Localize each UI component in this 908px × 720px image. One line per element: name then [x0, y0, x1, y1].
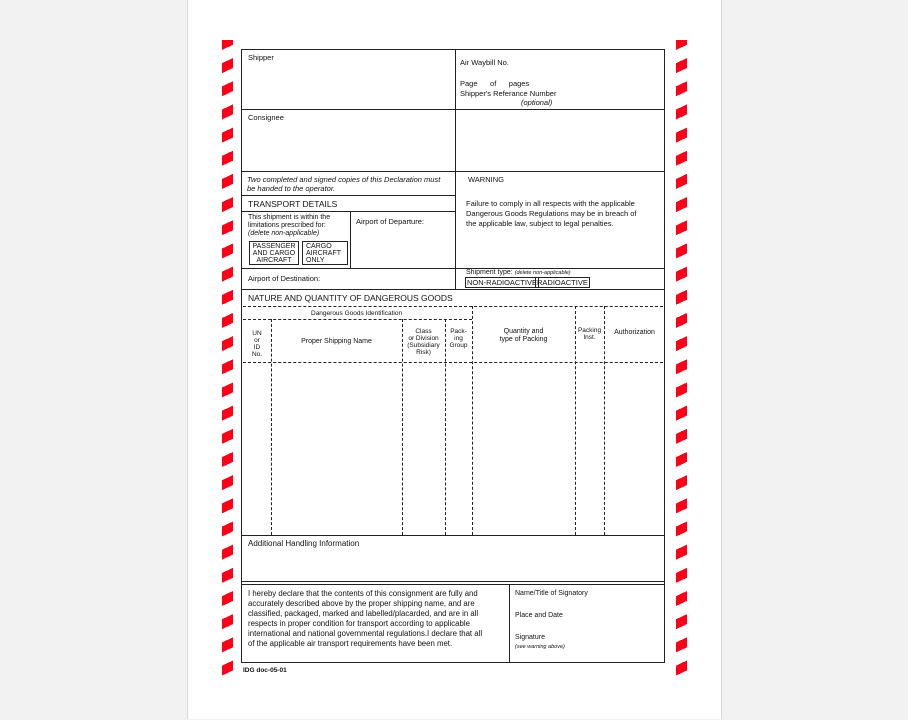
doc-id-footer: IDG doc-05-01	[243, 667, 287, 674]
col-line-3	[445, 319, 446, 535]
note-bottom-line	[241, 195, 455, 196]
cargo-line3: ONLY	[306, 257, 325, 264]
col-un-number	[245, 330, 269, 358]
col-un-line1: UN	[252, 330, 262, 337]
nature-title: NATURE AND QUANTITY OF DANGEROUS GOODS	[248, 293, 453, 303]
warning-line1: Failure to comply in all respects with the applicable	[466, 199, 635, 208]
passenger-line2: AND CARGO	[252, 250, 296, 257]
shipment-type-text: Shipment type:	[466, 269, 513, 276]
passenger-cargo-option[interactable]	[249, 241, 299, 265]
passenger-line3: AIRCRAFT	[256, 257, 292, 264]
name-title-signatory-label: Name/Title of Signatory	[515, 590, 588, 597]
radioactive-option[interactable]: RADIOACTIVE	[537, 278, 588, 287]
shipment-type-label	[466, 269, 571, 277]
col-class-division	[402, 328, 445, 356]
consignee-label: Consignee	[248, 113, 284, 122]
declaration-line2: accurately described above by the proper shipping name, and are	[248, 599, 475, 608]
declaration-line5: international and national governmental regulations.I declare that all	[248, 629, 483, 638]
upper-divider	[455, 49, 456, 289]
cargo-line2: AIRCRAFT	[306, 250, 341, 257]
departure-divider	[350, 211, 351, 268]
col-pi-line2: Inst.	[583, 334, 596, 341]
warning-line3: the applicable law, subject to legal penalties.	[466, 219, 614, 228]
col-proper-shipping-name: Proper Shipping Name	[301, 338, 372, 345]
airport-departure-label: Airport of Departure:	[356, 217, 424, 226]
declaration-top-line	[241, 581, 665, 582]
declaration-note-line2: be handed to the operator.	[247, 184, 336, 193]
declaration-line1: I hereby declare that the contents of this consignment are fully and	[248, 589, 478, 598]
declaration-top-line-2	[241, 584, 665, 585]
delete-non-applicable-note: (delete non-applicable)	[248, 230, 320, 237]
col-packing-inst	[575, 327, 604, 341]
non-radioactive-option[interactable]: NON-RADIOACTIVE	[467, 278, 538, 287]
passenger-line1: PASSENGER	[252, 243, 296, 250]
col-class-line1: Class	[415, 328, 432, 335]
shipper-label: Shipper	[248, 53, 274, 62]
declaration-form	[241, 49, 665, 663]
col-pg-line2: ing	[454, 335, 463, 342]
shipper-bottom-line	[241, 109, 665, 110]
col-class-line3: (Subsidiary	[407, 342, 440, 349]
transport-bottom-line	[241, 268, 665, 269]
limitations-line1: This shipment is within the	[248, 214, 331, 221]
declaration-line4: respects in proper condition for transport according to applicable	[248, 619, 470, 628]
col-line-1	[271, 319, 272, 535]
declaration-line3: classified, packaged, marked and labelled/placarded, and are in all	[248, 609, 479, 618]
col-line-6	[604, 306, 605, 535]
header-bottom-dash	[243, 362, 663, 363]
consignee-bottom-line	[241, 171, 665, 172]
declaration-note-line1: Two completed and signed copies of this Declaration must	[247, 175, 441, 184]
right-hazard-stripe	[676, 40, 687, 680]
transport-title-line	[241, 211, 455, 212]
cargo-only-option[interactable]	[302, 241, 348, 265]
left-hazard-stripe	[222, 40, 233, 680]
limitations-line2: limitations prescribed for:	[248, 222, 326, 229]
see-warning-note: (see warning above)	[515, 644, 565, 650]
col-class-line4: Risk)	[416, 349, 431, 356]
warning-line2: Dangerous Goods Regulations may be in breach of	[466, 209, 637, 218]
optional-note: (optional)	[521, 98, 553, 107]
col-pi-line1: Packing	[577, 327, 602, 334]
col-un-line3: ID	[253, 344, 261, 351]
declaration-text	[248, 589, 482, 649]
cargo-line1: CARGO	[306, 243, 332, 250]
col-quantity	[472, 328, 575, 344]
col-qty-line1: Quantity and	[503, 328, 544, 335]
additional-handling-label: Additional Handling Information	[248, 539, 360, 548]
additional-top-line	[241, 535, 665, 536]
dg-identification-label: Dangerous Goods Identification	[311, 310, 403, 317]
shipper-reference-label: Shipper's Referance Number	[460, 89, 557, 98]
col-class-line2: or Division	[408, 335, 439, 342]
col-pg-line3: Group	[449, 342, 468, 349]
col-qty-line2: type of Packing	[499, 336, 548, 343]
awb-label: Air Waybill No.	[460, 58, 509, 67]
warning-title: WARNING	[468, 175, 504, 184]
signature-label: Signature	[515, 634, 545, 641]
col-pg-line1: Pack-	[450, 328, 467, 335]
table-top-dash	[243, 306, 663, 307]
page-of-pages: Page of pages	[460, 79, 530, 88]
col-authorization: Authorization	[614, 329, 655, 336]
place-date-label: Place and Date	[515, 612, 563, 619]
col-un-line4: No.	[251, 351, 263, 358]
shipment-type-note: (delete non-applicable)	[514, 270, 571, 276]
signatory-divider	[509, 584, 510, 663]
destination-bottom-line	[241, 289, 665, 290]
declaration-line6: of the applicable air transport requirements have been met.	[248, 639, 453, 648]
transport-title: TRANSPORT DETAILS	[248, 199, 338, 209]
airport-destination-label: Airport of Destination:	[248, 274, 321, 283]
col-un-line2: or	[254, 337, 260, 344]
col-packing-group	[445, 328, 472, 349]
ident-bottom-dash	[243, 319, 472, 320]
